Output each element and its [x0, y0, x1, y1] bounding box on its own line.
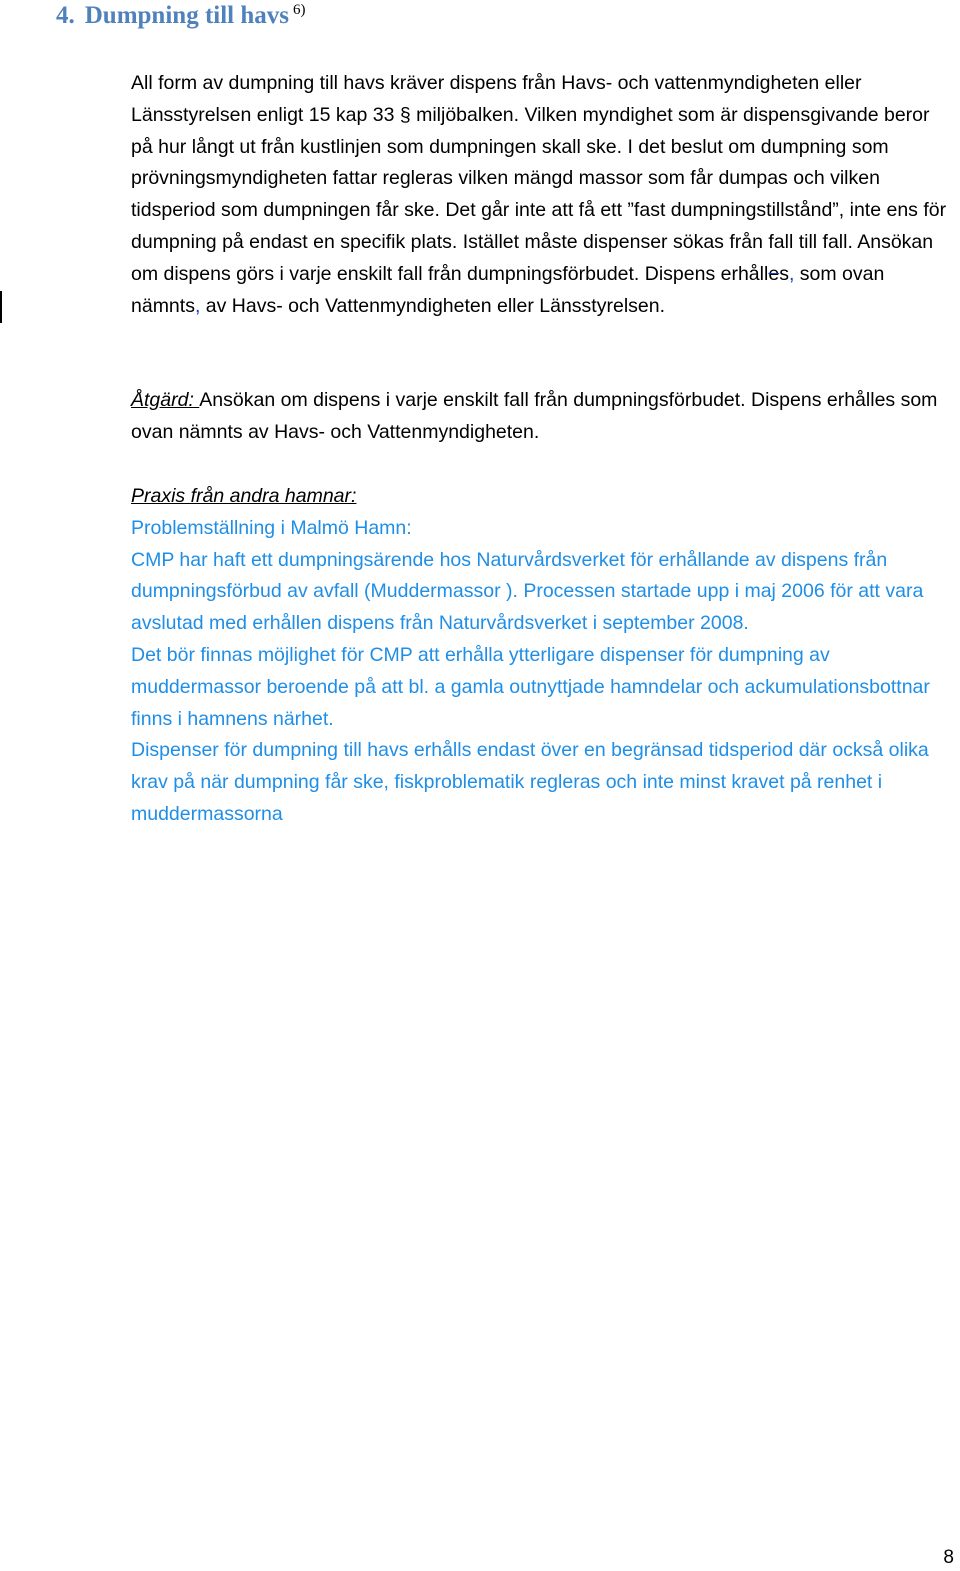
paragraph-text: av Havs- och Vattenmyndigheten eller Länsstyrelsen.: [200, 294, 666, 317]
practice-label: Praxis från andra hamnar:: [131, 485, 357, 507]
deleted-text: e: [768, 262, 780, 285]
inserted-comma: ,: [788, 262, 795, 285]
section-heading: [56, 2, 306, 30]
action-label: Åtgärd:: [131, 389, 200, 411]
paragraph-text: All form av dumpning till havs kräver dispens från Havs- och vattenmyndigheten eller Länsstyrelsen enligt 15 kap 33 § miljöbalken. Vilken myndighet som är dispensgivande beror på hur långt ut från kustlinjen som dumpningen skall ske. I det beslut om dumpning som prövningsmyndigheten fattar regleras vilken mängd massor som får dumpas och vilken tidsperiod som dumpningen får ske. Det går inte att få ett ”fast dumpningstillstånd”, inte ens för dumpning på endast en specifik plats. Istället måste dispenser sökas från fall till fall. Ansökan om dispens görs i varje enskilt fall från dumpningsförbudet. Dispens erhåll: [131, 72, 947, 285]
inserted-comma: ,: [194, 294, 201, 317]
paragraph-text: som ovan nämnts: [131, 262, 885, 317]
practice-line: Dispenser för dumpning till havs erhålls endast över en begränsad tidsperiod där också olika krav på när dumpning får ske, fiskproblematik regleras och inte minst kravet på renhet i muddermassorna: [131, 739, 929, 825]
practice-subheading: Problemställning i Malmö Hamn:: [131, 516, 412, 539]
paragraph-text: s: [779, 262, 789, 285]
action-text: Ansökan om dispens i varje enskilt fall från dumpningsförbudet. Dispens erhålles som ovan nämnts av Havs- och Vattenmyndigheten.: [131, 389, 938, 443]
practice-line: CMP har haft ett dumpningsärende hos Naturvårdsverket för erhållande av dispens från dumpningsförbud av avfall (Muddermassor ). Processen startade upp i maj 2006 för att vara avslutad med erhållen dispens från Naturvårdsverket i september 2008.: [131, 548, 924, 635]
paragraph-action: [131, 385, 956, 449]
paragraph-dumping-rules: [131, 68, 956, 322]
footnote-reference: 6): [293, 2, 306, 18]
revision-change-bar: [0, 291, 2, 323]
page-number: 8: [943, 1547, 954, 1568]
practice-line: Det bör finnas möjlighet för CMP att erhålla ytterligare dispenser för dumpning av muddermassor beroende på att bl. a gamla outnyttjade hamndelar och ackumulationsbottnar finns i hamnens närhet.: [131, 643, 930, 730]
section-title: Dumpning till havs: [84, 2, 289, 29]
section-number: 4.: [56, 2, 75, 29]
paragraph-practice: [131, 481, 956, 831]
